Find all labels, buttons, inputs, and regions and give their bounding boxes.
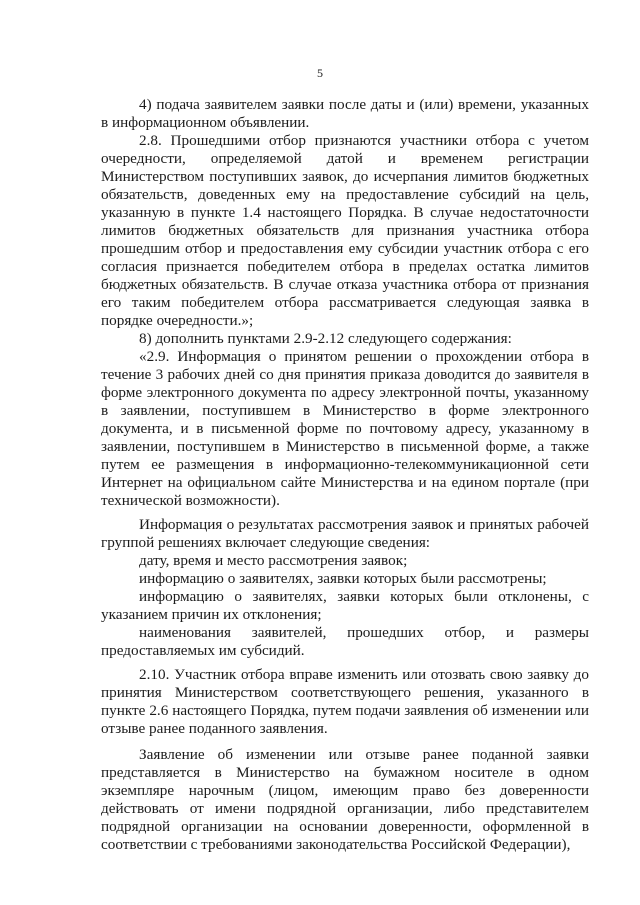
list-item-date: дату, время и место рассмотрения заявок; bbox=[139, 552, 408, 569]
list-item-winners: наименования заявителей, прошедших отбор, и размеры предоставляемых им субсидий. bbox=[101, 624, 589, 659]
page-number: 5 bbox=[317, 66, 323, 80]
paragraph-2-10: 2.10. Участник отбора вправе изменить или отозвать свою заявку до принятия Министерством соответствующего решения, указанного в пункте 2.6 настоящего Порядка, путем подачи заявления об изменении или отзыве ранее поданного заявления. bbox=[101, 666, 589, 737]
paragraph-item-4: 4) подача заявителем заявки после даты и (или) времени, указанных в информационном объявлении. bbox=[101, 96, 589, 131]
paragraph-results-info: Информация о результатах рассмотрения заявок и принятых рабочей группой решениях включает следующие сведения: bbox=[101, 516, 589, 551]
document-body bbox=[101, 96, 589, 854]
list-item-reviewed: информацию о заявителях, заявки которых были рассмотрены; bbox=[139, 570, 547, 587]
paragraph-2-8: 2.8. Прошедшими отбор признаются участники отбора с учетом очередности, определяемой датой и временем регистрации Министерством поступивших заявок, до исчерпания лимитов бюджетных обязательств, доведенных ему на предоставление субсидий на цель, указанную в пункте 1.4 настоящего Порядка. В случае недостаточности лимитов бюджетных обязательств для признания участника отбора прошедшим отбор и предоставления ему субсидии участник отбора с его согласия признается победителем отбора в пределах остатка лимитов бюджетных обязательств. В случае отказа участника отбора от признания его таким победителем отбора рассматривается следующая заявка в порядке очередности.»; bbox=[101, 132, 589, 329]
paragraph-2-9: «2.9. Информация о принятом решении о прохождении отбора в течение 3 рабочих дней со дня принятия приказа доводится до заявителя в форме электронного документа по адресу электронной почты, указанному в заявлении, поступившем в Министерство в форме электронного документа, и в письменной форме по почтовому адресу, указанному в заявлении, поступившем в Министерство в письменной форме, а также путем ее размещения в информационно-телекоммуникационной сети Интернет на официальном сайте Министерства и на едином портале (при технической возможности). bbox=[101, 348, 589, 509]
paragraph-item-8: 8) дополнить пунктами 2.9-2.12 следующего содержания: bbox=[139, 330, 512, 347]
paragraph-withdrawal: Заявление об изменении или отзыве ранее поданной заявки представляется в Министерство на бумажном носителе в одном экземпляре нарочным (лицом, имеющим право без доверенности действовать от имени подрядной организации, либо представителем подрядной организации на основании доверенности, оформленной в соответствии с требованиями законодательства Российской Федерации), bbox=[101, 746, 589, 853]
list-item-rejected: информацию о заявителях, заявки которых были отклонены, с указанием причин их отклонения; bbox=[101, 588, 589, 623]
